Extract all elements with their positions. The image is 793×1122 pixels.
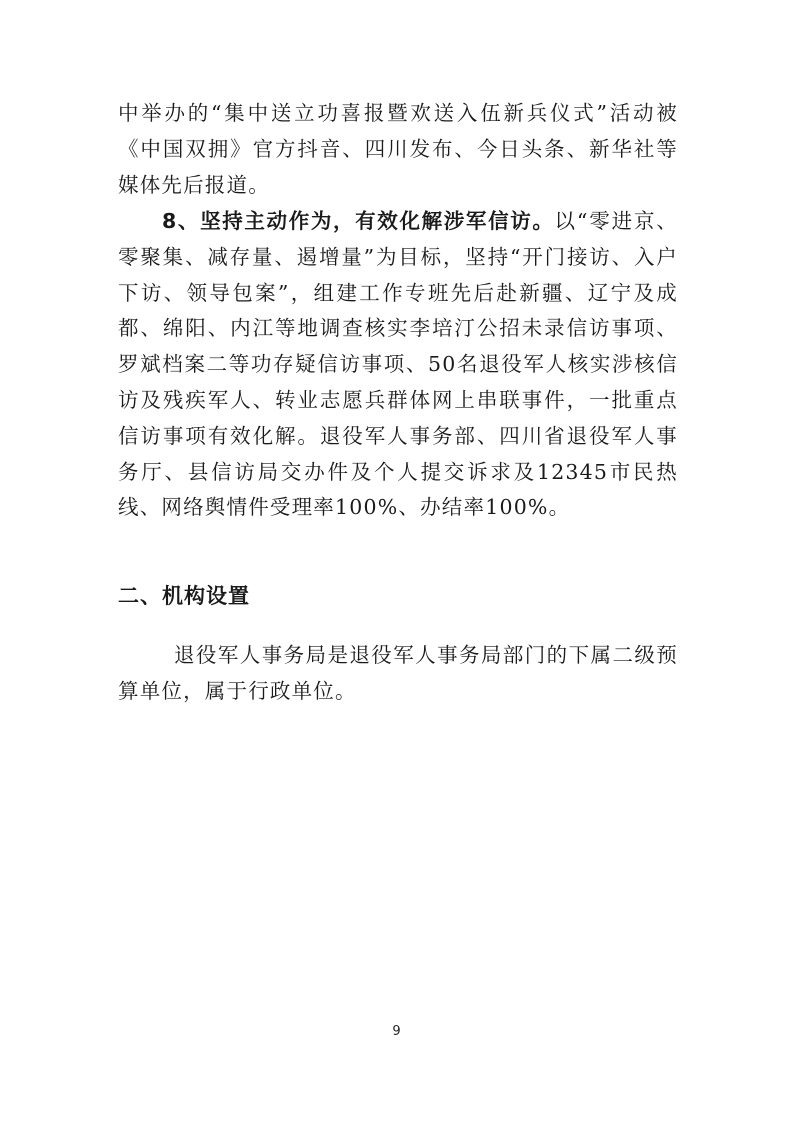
page-number: 9 (392, 1024, 401, 1039)
paragraph-body-text: 以“零进京、零聚集、减存量、遏增量”为目标，坚持“开门接访、入户下访、领导包案”，组建工作专班先后赴新疆、辽宁及成都、绵阳、内江等地调查核实李培汀公招未录信访事项、罗斌档案二等功存疑信访事项、50名退役军人核实涉核信访及残疾军人、转业志愿兵群体网上串联事件，一批重点信访事项有效化解。退役军人事务部、四川省退役军人事务厅、县信访局交办件及个人提交诉求及12345市民热线、网络舆情件受理率100%、办结率100%。 (118, 209, 678, 520)
section-heading: 二、机构设置 (118, 584, 250, 608)
paragraph-lead-heading: 8、坚持主动作为，有效化解涉军信访。 (162, 209, 555, 233)
paragraph-media-coverage: 中举办的“集中送立功喜报暨欢送入伍新兵仪式”活动被《中国双拥》官方抖音、四川发布、今日头条、新华社等媒体先后报道。 (118, 101, 678, 197)
paragraph-organization: 退役军人事务局是退役军人事务局部门的下属二级预算单位，属于行政单位。 (118, 643, 678, 703)
paragraph-petition-handling (118, 204, 678, 526)
